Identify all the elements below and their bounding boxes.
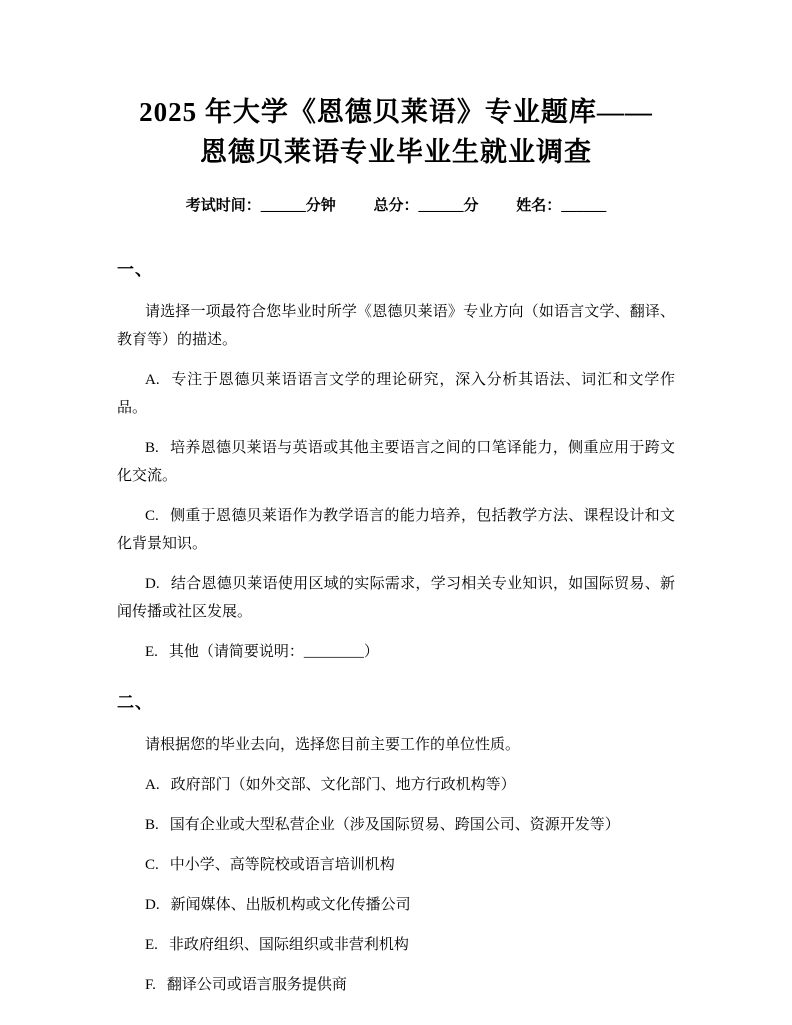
option-text: 翻译公司或语言服务提供商 xyxy=(166,977,347,993)
section-2-option-b xyxy=(117,811,675,839)
option-letter: A. xyxy=(145,372,160,388)
option-letter: C. xyxy=(145,508,159,524)
option-letter: A. xyxy=(145,777,160,793)
option-text: 政府部门（如外交部、文化部门、地方行政机构等） xyxy=(170,777,516,793)
option-letter: C. xyxy=(145,857,159,873)
section-2-option-e xyxy=(117,931,675,959)
option-text: 新闻媒体、出版机构或文化传播公司 xyxy=(170,897,411,913)
section-2-option-f xyxy=(117,971,675,999)
document-title-line1: 2025 年大学《恩德贝莱语》专业题库—— xyxy=(139,97,653,127)
section-1-option-d xyxy=(117,570,675,626)
exam-time-field: 考试时间：______分钟 xyxy=(185,198,336,214)
document-title-line2: 恩德贝莱语专业毕业生就业调查 xyxy=(200,137,592,167)
option-text: 专注于恩德贝莱语语言文学的理论研究，深入分析其语法、词汇和文学作品。 xyxy=(117,372,675,416)
total-score-field: 总分：______分 xyxy=(373,198,479,214)
option-text: 其他（请简要说明：________） xyxy=(168,644,379,660)
section-2-heading: 二、 xyxy=(117,693,153,712)
section-2-option-d xyxy=(117,891,675,919)
option-letter: D. xyxy=(145,576,160,592)
option-text: 培养恩德贝莱语与英语或其他主要语言之间的口笔译能力，侧重应用于跨文化交流。 xyxy=(117,440,675,484)
section-2-option-a xyxy=(117,771,675,799)
section-1-intro: 请选择一项最符合您毕业时所学《恩德贝莱语》专业方向（如语言文学、翻译、教育等）的描述。 xyxy=(117,304,675,348)
section-2-intro: 请根据您的毕业去向，选择您目前主要工作的单位性质。 xyxy=(145,737,521,753)
section-1-option-e xyxy=(117,638,675,666)
option-letter: E. xyxy=(145,937,158,953)
option-letter: B. xyxy=(145,817,159,833)
option-letter: D. xyxy=(145,897,160,913)
option-letter: F. xyxy=(145,977,156,993)
document-title xyxy=(117,92,675,172)
section-1-option-a xyxy=(117,366,675,422)
option-text: 结合恩德贝莱语使用区域的实际需求，学习相关专业知识，如国际贸易、新闻传播或社区发展。 xyxy=(117,576,675,620)
name-field: 姓名：______ xyxy=(516,198,607,214)
option-text: 非政府组织、国际组织或非营利机构 xyxy=(168,937,409,953)
section-1-heading: 一、 xyxy=(117,260,153,279)
option-text: 国有企业或大型私营企业（涉及国际贸易、跨国公司、资源开发等） xyxy=(169,817,620,833)
option-text: 中小学、高等院校或语言培训机构 xyxy=(169,857,395,873)
option-text: 侧重于恩德贝莱语作为教学语言的能力培养，包括教学方法、课程设计和文化背景知识。 xyxy=(117,508,675,552)
option-letter: B. xyxy=(145,440,159,456)
section-1-option-c xyxy=(117,502,675,558)
section-2-option-c xyxy=(117,851,675,879)
exam-meta-row xyxy=(117,194,675,215)
option-letter: E. xyxy=(145,644,158,660)
section-1-option-b xyxy=(117,434,675,490)
